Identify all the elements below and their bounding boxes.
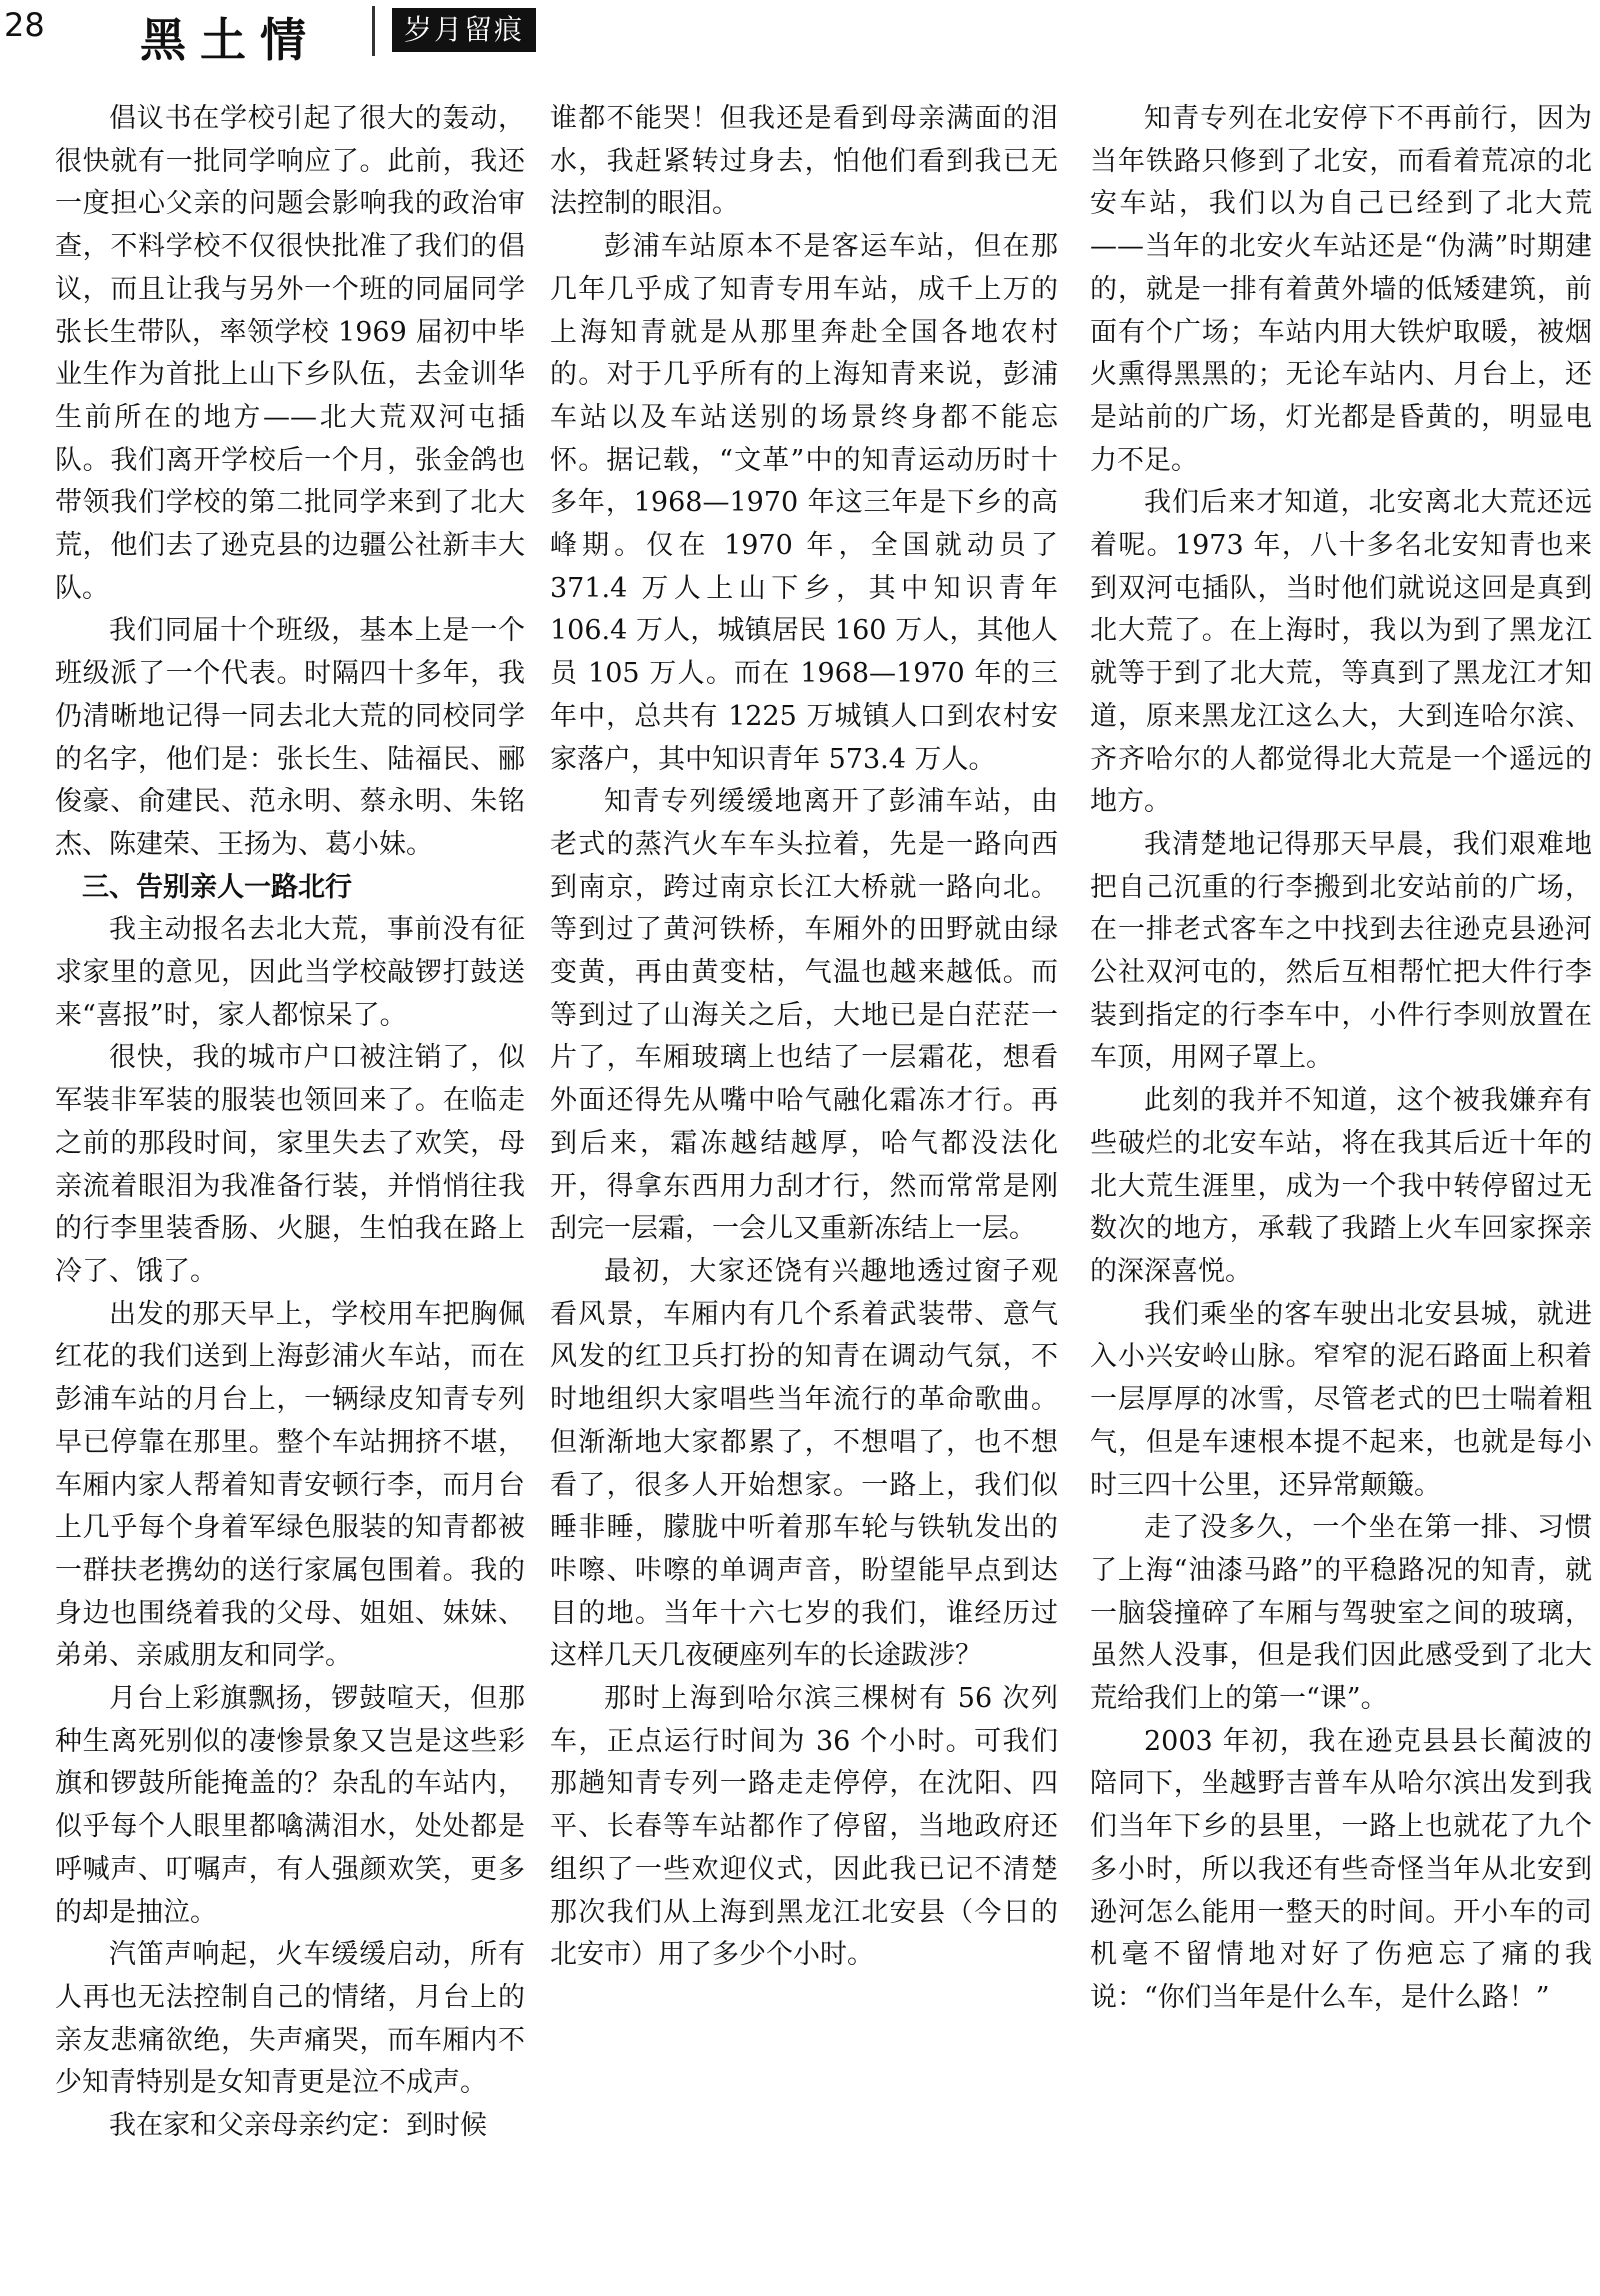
paragraph: 我们乘坐的客车驶出北安县城，就进入小兴安岭山脉。窄窄的泥石路面上积着一层厚厚的冰雪，尽管老式的巴士喘着粗气，但是车速根本提不起来，也就是每小时三四十公里，还异常颠簸。 xyxy=(1090,1298,1592,1501)
paragraph: 那时上海到哈尔滨三棵树有 56 次列车，正点运行时间为 36 个小时。可我们那趟知青专列一路走走停停，在沈阳、四平、长春等车站都作了停留，当地政府还组织了一些欢迎仪式，因此我已记不清楚那次我们从上海到黑龙江北安县（今日的北安市）用了多少个小时。 xyxy=(550,1683,1058,1971)
paragraph-continued: 谁都不能哭！但我还是看到母亲满面的泪水，我赶紧转过身去，怕他们看到我已无法控制的眼泪。 xyxy=(550,103,1058,220)
paragraph: 很快，我的城市户口被注销了，似军装非军装的服装也领回来了。在临走之前的那段时间，家里失去了欢笑，母亲流着眼泪为我准备行装，并悄悄往我的行李里装香肠、火腿，生怕我在路上冷了、饿了。 xyxy=(55,1042,525,1287)
paragraph: 知青专列缓缓地离开了彭浦车站，由老式的蒸汽火车车头拉着，先是一路向西到南京，跨过南京长江大桥就一路向北。等到过了黄河铁桥，车厢外的田野就由绿变黄，再由黄变枯，气温也越来越低。而等到过了山海关之后，大地已是白茫茫一片了，车厢玻璃上也结了一层霜花，想看外面还得先从嘴中哈气融化霜冻才行。再到后来，霜冻越结越厚，哈气都没法化开，得拿东西用力刮才行，然而常常是刚刮完一层霜，一会儿又重新冻结上一层。 xyxy=(550,786,1058,1245)
paragraph: 我清楚地记得那天早晨，我们艰难地把自己沉重的行李搬到北安站前的广场，在一排老式客车之中找到去往逊克县逊河公社双河屯的，然后互相帮忙把大件行李装到指定的行李车中，小件行李则放置在车顶，用网子罩上。 xyxy=(1090,828,1592,1074)
paragraph: 出发的那天早上，学校用车把胸佩红花的我们送到上海彭浦火车站，而在彭浦车站的月台上，一辆绿皮知青专列早已停靠在那里。整个车站拥挤不堪，车厢内家人帮着知青安顿行李，而月台上几乎每个身着军绿色服装的知青都被一群扶老携幼的送行家属包围着。我的身边也围绕着我的父母、姐姐、妹妹、弟弟、亲戚朋友和同学。 xyxy=(55,1298,525,1672)
page-number: 28 xyxy=(4,6,45,44)
paragraph: 彭浦车站原本不是客运车站，但在那几年几乎成了知青专用车站，成千上万的上海知青就是从那里奔赴全国各地农村的。对于几乎所有的上海知青来说，彭浦车站以及车站送别的场景终身都不能忘怀。据记载，“文革”中的知青运动历时十多年，1968—1970 年这三年是下乡的高峰期。仅在 1970 年，全国就动员了 371.4 万人上山下乡，其中知识青年 106.4 万人，城镇居民 160 万人，其他人员 105 万人。而在 1968—1970 年的三年中，总共有 1225 万城镇人口到农村安家落户，其中知识青年 573.4 万人。 xyxy=(550,231,1058,775)
paragraph: 最初，大家还饶有兴趣地透过窗子观看风景，车厢内有几个系着武装带、意气风发的红卫兵打扮的知青在调动气氛，不时地组织大家唱些当年流行的革命歌曲。但渐渐地大家都累了，不想唱了，也不想看了，很多人开始想家。一路上，我们似睡非睡，朦胧中听着那车轮与铁轨发出的咔嚓、咔嚓的单调声音，盼望能早点到达目的地。当年十六七岁的我们，谁经历过这样几天几夜硬座列车的长途跋涉？ xyxy=(550,1255,1058,1672)
paragraph: 我在家和父亲母亲约定：到时候 xyxy=(109,2110,487,2142)
section-badge: 岁月留痕 xyxy=(392,8,536,52)
page-header xyxy=(0,0,1600,70)
header-divider xyxy=(372,6,375,56)
article-column-1 xyxy=(55,98,525,2294)
paragraph: 我们后来才知道，北安离北大荒还远着呢。1973 年，八十多名北安知青也来到双河屯插队，当时他们就说这回是真到北大荒了。在上海时，我以为到了黑龙江就等于到了北大荒，等真到了黑龙江才知道，原来黑龙江这么大，大到连哈尔滨、齐齐哈尔的人都觉得北大荒是一个遥远的地方。 xyxy=(1090,487,1592,818)
paragraph: 汽笛声响起，火车缓缓启动，所有人再也无法控制自己的情绪，月台上的亲友悲痛欲绝，失声痛哭，而车厢内不少知青特别是女知青更是泣不成声。 xyxy=(55,1939,525,2099)
paragraph: 我主动报名去北大荒，事前没有征求家里的意见，因此当学校敲锣打鼓送来“喜报”时，家人都惊呆了。 xyxy=(55,914,525,1031)
paragraph: 月台上彩旗飘扬，锣鼓喧天，但那种生离死别似的凄惨景象又岂是这些彩旗和锣鼓所能掩盖的？杂乱的车站内，似乎每个人眼里都噙满泪水，处处都是呼喊声、叮嘱声，有人强颜欢笑，更多的却是抽泣。 xyxy=(55,1683,525,1928)
paragraph: 我们同届十个班级，基本上是一个班级派了一个代表。时隔四十多年，我仍清晰地记得一同去北大荒的同校同学的名字，他们是：张长生、陆福民、郦俊豪、俞建民、范永明、蔡永明、朱铭杰、陈建荣、王扬为、葛小妹。 xyxy=(55,615,525,860)
magazine-name: 黑土情 xyxy=(140,13,320,67)
paragraph: 倡议书在学校引起了很大的轰动，很快就有一批同学响应了。此前，我还一度担心父亲的问题会影响我的政治审查，不料学校不仅很快批准了我们的倡议，而且让我与另外一个班的同届同学张长生带队，率领学校 1969 届初中毕业生作为首批上山下乡队伍，去金训华生前所在的地方——北大荒双河屯插队。我们离开学校后一个月，张金鸽也带领我们学校的第二批同学来到了北大荒，他们去了逊克县的边疆公社新丰大队。 xyxy=(55,103,525,604)
article-column-3 xyxy=(1090,98,1592,2294)
section-heading: 三、告别亲人一路北行 xyxy=(82,871,352,903)
paragraph: 知青专列在北安停下不再前行，因为当年铁路只修到了北安，而看着荒凉的北安车站，我们以为自己已经到了北大荒——当年的北安火车站还是“伪满”时期建的，就是一排有着黄外墙的低矮建筑，前面有个广场；车站内用大铁炉取暖，被烟火熏得黑黑的；无论车站内、月台上，还是站前的广场，灯光都是昏黄的，明显电力不足。 xyxy=(1090,103,1592,476)
paragraph: 2003 年初，我在逊克县县长蔺波的陪同下，坐越野吉普车从哈尔滨出发到我们当年下乡的县里，一路上也就花了九个多小时，所以我还有些奇怪当年从北安到逊河怎么能用一整天的时间。开小车的司机毫不留情地对好了伤疤忘了痛的我说：“你们当年是什么车，是什么路！” xyxy=(1090,1725,1592,2013)
paragraph: 此刻的我并不知道，这个被我嫌弃有些破烂的北安车站，将在我其后近十年的北大荒生涯里，成为一个我中转停留过无数次的地方，承载了我踏上火车回家探亲的深深喜悦。 xyxy=(1090,1085,1592,1287)
paragraph: 走了没多久，一个坐在第一排、习惯了上海“油漆马路”的平稳路况的知青，就一脑袋撞碎了车厢与驾驶室之间的玻璃，虽然人没事，但是我们因此感受到了北大荒给我们上的第一“课”。 xyxy=(1090,1512,1592,1715)
article-column-2 xyxy=(550,98,1058,2294)
